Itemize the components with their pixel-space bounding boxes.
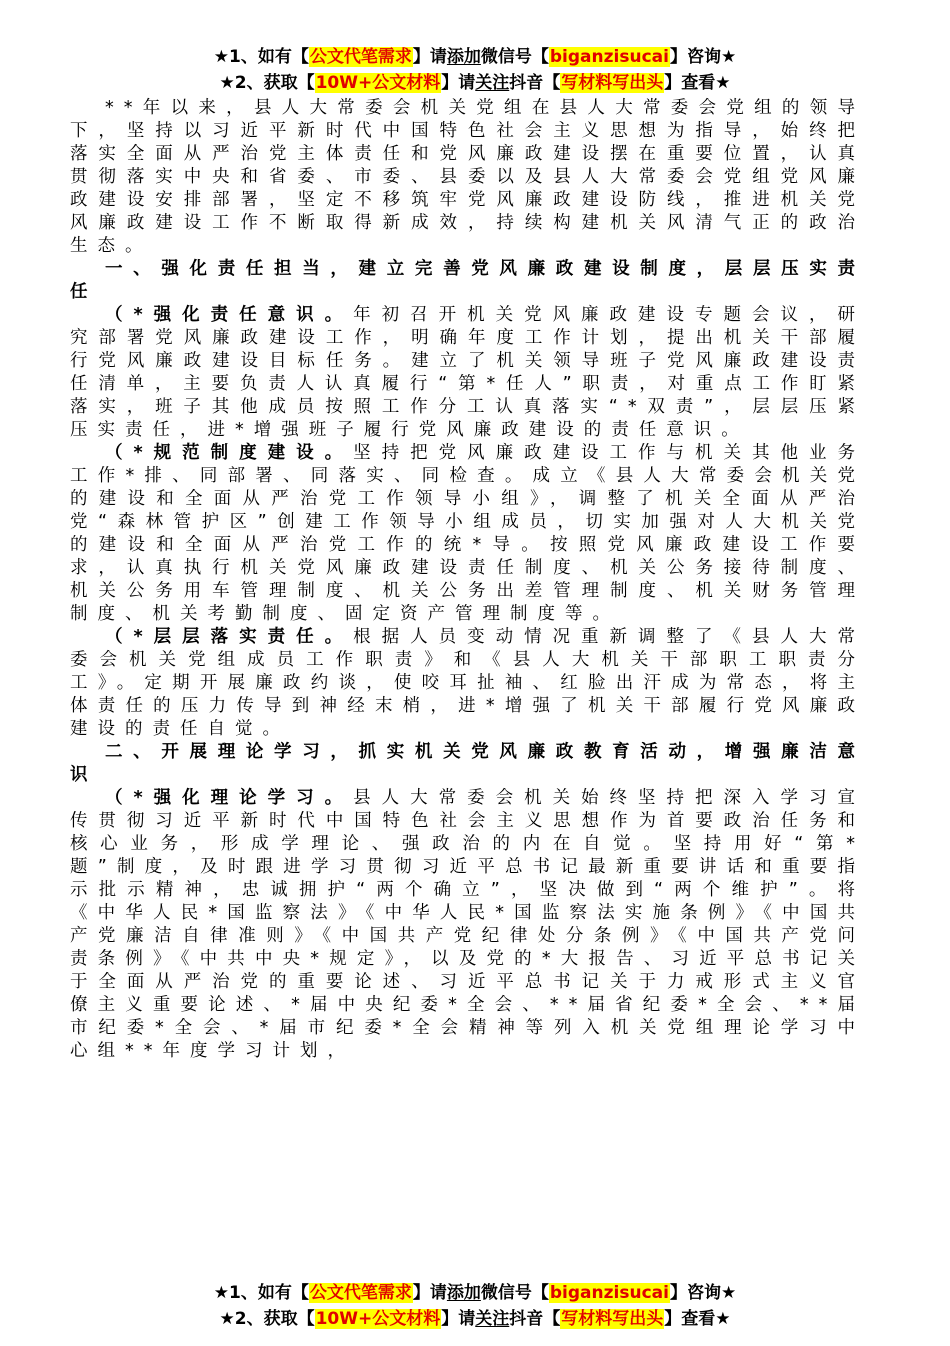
highlight-need: 公文代笔需求 xyxy=(309,1283,412,1303)
bottom-promo-banner xyxy=(0,1280,950,1332)
promo-line-2: ★2、获取【10W+公文材料】请关注抖音【写材料写出头】查看★ xyxy=(219,73,731,93)
highlight-wechat-id: biganzisucai xyxy=(549,1283,669,1303)
highlight-materials: 10W+公文材料 xyxy=(315,73,441,93)
paragraph-3: （*层层落实责任。根据人员变动情况重新调整了《县人大常委会机关党组成员工作职责》和《县人大机关干部职工职责分工》。定期开展廉政约谈，使咬耳扯袖、红脸出汗成为常态，将主体责任的压力传导到神经末梢，进*增强了机关干部履行党风廉政建设的责任自觉。 xyxy=(70,627,866,739)
promo-line-2: ★2、获取【10W+公文材料】请关注抖音【写材料写出头】查看★ xyxy=(219,1309,731,1329)
section-heading-2: 二、开展理论学习，抓实机关党风廉政教育活动，增强廉洁意识 xyxy=(70,742,865,785)
star-icon: ★ xyxy=(213,1283,230,1303)
paragraph-lead: （*层层落实责任。 xyxy=(105,627,354,647)
highlight-douyin: 写材料写出头 xyxy=(561,1309,664,1329)
top-promo-banner xyxy=(0,44,950,96)
highlight-need: 公文代笔需求 xyxy=(309,47,412,67)
highlight-douyin: 写材料写出头 xyxy=(561,73,664,93)
promo-line-1: ★1、如有【公文代笔需求】请添加微信号【biganzisucai】咨询★ xyxy=(213,1283,737,1303)
paragraph-2: （*规范制度建设。坚持把党风廉政建设工作与机关其他业务工作*排、同部署、同落实、同检查。成立《县人大常委会机关党的建设和全面从严治党工作领导小组》，调整了机关全面从严治党“森林管护区”创建工作领导小组成员，切实加强对人大机关党的建设和全面从严治党工作的统*导。按照党风廉政建设工作要求，认真执行机关党风廉政建设责任制度、机关公务接待制度、机关公务用车管理制度、机关公务出差管理制度、机关财务管理制度、机关考勤制度、固定资产管理制度等。 xyxy=(70,443,866,624)
star-icon: ★ xyxy=(219,1309,235,1329)
paragraph-lead: （*规范制度建设。 xyxy=(105,443,354,463)
highlight-materials: 10W+公文材料 xyxy=(315,1309,441,1329)
highlight-wechat-id: biganzisucai xyxy=(549,47,669,67)
promo-line-1: ★1、如有【公文代笔需求】请添加微信号【biganzisucai】咨询★ xyxy=(213,47,737,67)
document-body xyxy=(70,97,865,1063)
intro-paragraph: **年以来，县人大常委会机关党组在县人大常委会党组的领导下，坚持以习近平新时代中国特色社会主义思想为指导，始终把落实全面从严治党主体责任和党风廉政建设摆在重要位置，认真贯彻落实中央和省委、市委、县委以及县人大常委会党组党风廉政建设安排部署，坚定不移筑牢党风廉政建设防线，推进机关党风廉政建设工作不断取得新成效，持续构建机关风清气正的政治生态。 xyxy=(70,98,865,256)
star-icon: ★ xyxy=(213,47,230,67)
paragraph-1: （*强化责任意识。年初召开机关党风廉政建设专题会议，研究部署党风廉政建设工作，明确年度工作计划，提出机关干部履行党风廉政建设目标任务。建立了机关领导班子党风廉政建设责任清单，主要负责人认真履行“第*任人”职责，对重点工作盯紧落实，班子其他成员按照工作分工认真落实“*双责”，层层压紧压实责任，进*增强班子履行党风廉政建设的责任意识。 xyxy=(70,305,866,440)
star-icon: ★ xyxy=(219,73,235,93)
section-heading-1: 一、强化责任担当，建立完善党风廉政建设制度，层层压实责任 xyxy=(70,259,865,302)
paragraph-4: （*强化理论学习。县人大常委会机关始终坚持把深入学习宣传贯彻习近平新时代中国特色社会主义思想作为首要政治任务和核心业务，形成学理论、强政治的内在自觉。坚持用好“第*题”制度，及时跟进学习贯彻习近平总书记最新重要讲话和重要指示批示精神，忠诚拥护“两个确立”，坚决做到“两个维护”。将《中华人民*国监察法》《中华人民*国监察法实施条例》《中国共产党廉洁自律准则》《中国共产党纪律处分条例》《中国共产党问责条例》《中共中央*规定》，以及党的*大报告、习近平总书记关于全面从严治党的重要论述、习近平总书记关于力戒形式主义官僚主义重要论述、*届中央纪委*全会、**届省纪委*全会、**届市纪委*全会、*届市纪委*全会精神等列入机关党组理论学习中心组**年度学习计划， xyxy=(70,788,866,1061)
paragraph-lead: （*强化理论学习。 xyxy=(105,788,354,808)
paragraph-lead: （*强化责任意识。 xyxy=(105,305,354,325)
